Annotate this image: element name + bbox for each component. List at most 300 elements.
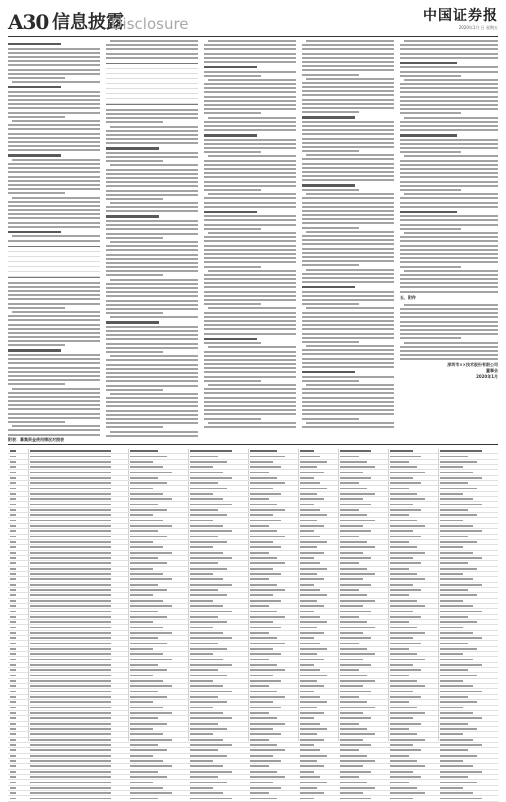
table-cell-text [30, 461, 111, 463]
table-cell-text [130, 776, 167, 778]
table-cell-text [250, 504, 277, 506]
inline-table [8, 246, 100, 278]
text-line [302, 426, 394, 428]
text-line [110, 355, 198, 357]
table-cell-text [30, 493, 111, 495]
table-cell-text [30, 739, 111, 741]
table-cell-text [390, 472, 425, 474]
table-cell-text [30, 611, 111, 613]
text-line [400, 321, 498, 323]
table-cell-text [390, 728, 409, 730]
table-cell-text [390, 493, 417, 495]
table-cell-text [130, 653, 163, 655]
text-line [400, 291, 498, 293]
text-line [400, 87, 498, 89]
table-cell-text [390, 568, 409, 570]
text-line [8, 137, 100, 139]
table-cell-text [10, 498, 16, 500]
text-line [204, 121, 296, 123]
text-line [106, 117, 198, 119]
text-line [302, 129, 394, 131]
table-cell-text [130, 536, 167, 538]
table-cell-text [300, 573, 317, 575]
section-title: 信息披露 [52, 12, 124, 34]
table-cell-text [250, 765, 269, 767]
table-cell-text [300, 744, 314, 746]
text-line [302, 324, 394, 326]
text-line [8, 163, 100, 165]
table-cell-text [190, 680, 213, 682]
text-line [400, 240, 498, 242]
table-cell-text [340, 477, 371, 479]
table-cell-text [440, 477, 482, 479]
text-line [302, 409, 394, 411]
table-cell-text [440, 782, 477, 784]
text-line [110, 279, 198, 281]
text-line [208, 117, 296, 119]
text-line [302, 299, 394, 301]
text-line [8, 171, 100, 173]
table-cell-text [30, 760, 111, 762]
table-cell-text [130, 552, 172, 554]
table-cell-text [10, 717, 16, 719]
table-cell-text [390, 632, 425, 634]
table-cell-text [130, 466, 163, 468]
text-line [110, 316, 198, 318]
text-line [204, 75, 261, 77]
text-line [204, 359, 296, 361]
table-cell-text [130, 782, 153, 784]
table-cell-text [250, 787, 281, 789]
text-line [208, 346, 296, 348]
text-line [204, 409, 296, 411]
text-line [106, 410, 198, 412]
text-line [302, 167, 394, 169]
table-cell-text [250, 493, 281, 495]
text-line [302, 401, 394, 403]
text-line [8, 124, 100, 126]
table-cell-text [130, 675, 153, 677]
table-cell-text [10, 557, 16, 559]
text-line [302, 48, 394, 50]
table-cell-text [10, 771, 16, 773]
text-line [400, 312, 498, 314]
text-line [8, 95, 100, 97]
table-cell-text [130, 621, 153, 623]
table-cell-text [440, 707, 463, 709]
page-header [8, 8, 498, 34]
text-line [302, 111, 359, 113]
table-cell-text [340, 696, 359, 698]
table-cell-text [340, 600, 375, 602]
table-cell-text [30, 557, 111, 559]
text-line [204, 401, 296, 403]
text-line [204, 282, 296, 284]
table-cell-text [190, 541, 227, 543]
table-cell-text [30, 685, 111, 687]
text-line [302, 121, 394, 123]
signatory-board: 董事会 [400, 368, 498, 374]
text-line [8, 167, 100, 169]
table-cell-text [30, 541, 111, 543]
text-line [400, 139, 498, 141]
text-line [106, 308, 198, 310]
table-cell-text [300, 627, 317, 629]
text-line [12, 311, 100, 313]
table-cell-text [340, 659, 363, 661]
table-row [8, 796, 498, 801]
text-line [400, 224, 498, 226]
table-cell-text [10, 739, 16, 741]
table-cell-text [190, 584, 232, 586]
table-cell-text [390, 680, 417, 682]
table-cell-text [250, 616, 285, 618]
table-cell-text [130, 482, 167, 484]
text-line [302, 239, 394, 241]
table-cell-text [390, 627, 417, 629]
text-line [8, 315, 100, 317]
text-line [106, 380, 198, 382]
text-line [204, 392, 296, 394]
table-cell-text [300, 691, 314, 693]
table-cell-text [440, 659, 473, 661]
table-cell-text [340, 776, 359, 778]
table-cell-text [250, 578, 269, 580]
text-line [302, 184, 355, 186]
column-3 [204, 40, 296, 438]
table-cell-text [300, 632, 324, 634]
table-cell-text [440, 541, 477, 543]
table-cell-text [390, 723, 421, 725]
text-line [302, 380, 359, 382]
text-line [204, 151, 261, 153]
table-cell-text [10, 653, 16, 655]
table-cell-text [10, 776, 16, 778]
table-cell-text [340, 605, 363, 607]
table-cell-text [390, 776, 421, 778]
table-cell-text [340, 456, 359, 458]
table-cell-text [10, 482, 16, 484]
text-line [8, 64, 100, 66]
table-cell-text [390, 504, 413, 506]
table-cell-text [340, 787, 375, 789]
text-line [302, 222, 394, 224]
column-4 [302, 40, 394, 438]
table-cell-text [130, 488, 153, 490]
text-line [400, 168, 498, 170]
text-line [106, 347, 198, 349]
table-cell-text [440, 461, 477, 463]
section-subtitle: Disclosure [111, 15, 189, 33]
table-cell-text [300, 552, 324, 554]
table-cell-text [340, 637, 371, 639]
table-cell-text [300, 621, 327, 623]
table-cell-text [390, 520, 417, 522]
text-line [400, 245, 498, 247]
table-cell-text [300, 760, 317, 762]
text-line [400, 278, 498, 280]
table-cell-text [340, 616, 359, 618]
table-cell-text [130, 584, 158, 586]
text-line [404, 342, 498, 344]
table-cell-text [300, 755, 327, 757]
text-line [8, 192, 65, 194]
table-cell-text [250, 627, 281, 629]
table-cell-text [340, 461, 367, 463]
table-cell-text [10, 541, 16, 543]
text-line [8, 282, 100, 284]
text-line [302, 133, 394, 135]
table-cell-text [300, 782, 327, 784]
text-line [204, 295, 296, 297]
text-line [204, 257, 296, 259]
text-line [110, 431, 198, 433]
table-cell-text [190, 466, 213, 468]
table-cell-text [10, 627, 16, 629]
text-line [204, 66, 257, 68]
text-line [8, 404, 100, 406]
text-line [106, 53, 198, 55]
table-cell-text [340, 488, 367, 490]
text-line [204, 53, 296, 55]
attachment-heading: 五、附件 [400, 295, 498, 301]
table-cell-text [440, 680, 463, 682]
text-line [8, 332, 100, 334]
table-cell-text [440, 520, 463, 522]
table-cell-text [10, 525, 16, 527]
table-cell-text [390, 477, 413, 479]
table-cell-text [340, 541, 367, 543]
table-cell-text [300, 541, 327, 543]
text-line [106, 414, 198, 416]
table-cell-text [300, 669, 320, 671]
text-line [404, 79, 498, 81]
text-line [8, 184, 100, 186]
table-cell-text [10, 760, 16, 762]
text-line [400, 96, 498, 98]
table-cell-text [10, 707, 16, 709]
table-cell-text [340, 723, 359, 725]
table-cell-text [190, 733, 213, 735]
table-cell-text [190, 739, 223, 741]
table-cell-text [10, 573, 16, 575]
table-cell-text [300, 616, 320, 618]
table-cell-text [250, 755, 273, 757]
table-cell-text [10, 664, 16, 666]
newspaper-masthead: 中国证券报 [423, 8, 498, 24]
text-line [400, 249, 498, 251]
table-cell-text [340, 509, 359, 511]
text-line [8, 349, 61, 351]
table-cell-text [440, 509, 468, 511]
text-line [8, 231, 61, 233]
table-cell-text [440, 776, 468, 778]
inline-table-row [8, 272, 100, 277]
table-cell-text [390, 562, 421, 564]
text-line [302, 74, 359, 76]
text-line [404, 193, 498, 195]
text-line [106, 266, 198, 268]
table-cell-text [10, 675, 16, 677]
table-cell-text [190, 605, 223, 607]
table-cell-text [340, 755, 367, 757]
table-cell-text [440, 664, 482, 666]
text-line [8, 298, 100, 300]
table-cell-text [10, 643, 16, 645]
text-line [106, 372, 198, 374]
table-cell-text [390, 787, 417, 789]
text-line [208, 384, 296, 386]
table-cell-text [390, 643, 421, 645]
text-line [204, 48, 296, 50]
table-cell-text [390, 798, 413, 800]
table-cell-text [130, 744, 158, 746]
text-line [12, 81, 100, 83]
table-cell-text [340, 643, 359, 645]
table-cell-text [10, 744, 16, 746]
table-cell-text [340, 562, 359, 564]
table-cell-text [300, 659, 324, 661]
table-cell-text [130, 648, 153, 650]
table-cell-text [440, 488, 477, 490]
table-title: 附表：募集资金使用情况对照表 [8, 437, 64, 443]
text-line [302, 57, 394, 59]
text-line [8, 375, 100, 377]
text-line [306, 422, 394, 424]
table-cell-text [440, 573, 463, 575]
text-line [8, 145, 100, 147]
table-cell-text [300, 472, 324, 474]
table-cell-text [300, 477, 314, 479]
table-cell-text [390, 669, 421, 671]
table-cell-text [190, 760, 213, 762]
text-line [302, 353, 394, 355]
text-line [208, 40, 296, 42]
table-cell-text [390, 701, 409, 703]
text-line [204, 291, 296, 293]
table-cell-text [390, 541, 409, 543]
table-cell-text [250, 643, 285, 645]
text-line [204, 172, 296, 174]
table-cell-text [300, 568, 327, 570]
text-line [204, 197, 296, 199]
table-cell-text [390, 573, 417, 575]
table-cell-text [190, 530, 232, 532]
table-cell-text [250, 771, 277, 773]
table-cell-text [440, 466, 463, 468]
text-line [106, 287, 198, 289]
table-cell-text [250, 611, 277, 613]
table-cell-text [340, 632, 363, 634]
text-line [302, 150, 359, 152]
text-line [110, 241, 198, 243]
text-line [204, 147, 296, 149]
text-line [302, 243, 394, 245]
table-cell-text [10, 659, 16, 661]
table-cell-text [300, 643, 320, 645]
text-line [106, 385, 198, 387]
text-line [8, 128, 100, 130]
table-cell-text [10, 621, 16, 623]
table-cell-text [440, 798, 482, 800]
table-cell-text [390, 530, 413, 532]
text-line [400, 346, 498, 348]
text-line [106, 401, 198, 403]
text-line [110, 202, 198, 204]
table-cell-text [390, 653, 417, 655]
table-cell-text [190, 723, 218, 725]
text-line [204, 397, 296, 399]
table-cell-text [250, 669, 285, 671]
text-line [106, 338, 198, 340]
text-line [106, 422, 198, 424]
text-line [106, 177, 198, 179]
article-columns [8, 40, 498, 438]
text-line [106, 426, 163, 428]
text-line [302, 99, 394, 101]
table-cell-text [10, 787, 16, 789]
text-line [400, 185, 498, 187]
table-cell-text [300, 536, 320, 538]
text-line [302, 44, 394, 46]
text-line [208, 422, 296, 424]
text-line [208, 307, 296, 309]
table-cell-text [190, 653, 213, 655]
table-cell-text [190, 562, 218, 564]
table-cell-text [340, 653, 375, 655]
table-cell-text [10, 562, 16, 564]
table-cell-text [250, 728, 273, 730]
table-cell-text [340, 782, 367, 784]
table-cell-text [340, 472, 363, 474]
table-cell-text [190, 712, 223, 714]
table-cell-text [30, 584, 111, 586]
text-line [106, 181, 198, 183]
table-cell-text [250, 530, 277, 532]
text-line [204, 380, 261, 382]
text-line [8, 400, 100, 402]
table-cell-text [250, 653, 281, 655]
table-cell-text [130, 578, 172, 580]
table-cell-text [250, 776, 285, 778]
table-cell-text [340, 733, 375, 735]
table-cell-text [30, 562, 111, 564]
table-cell-text [130, 659, 172, 661]
text-line [204, 312, 296, 314]
text-line [8, 213, 100, 215]
table-cell-text [390, 739, 425, 741]
table-cell-text [300, 611, 314, 613]
table-cell-text [30, 643, 111, 645]
table-cell-text [250, 675, 273, 677]
table-cell-text [340, 680, 375, 682]
text-line [204, 228, 261, 230]
text-line [106, 418, 198, 420]
text-line [302, 277, 394, 279]
table-cell-text [300, 514, 327, 516]
table-cell-text [440, 621, 477, 623]
text-line [302, 273, 394, 275]
text-line [110, 164, 198, 166]
table-cell-text [340, 536, 359, 538]
table-cell-text [340, 584, 371, 586]
table-cell-text [440, 605, 473, 607]
table-cell-text [30, 488, 111, 490]
text-line [302, 376, 394, 378]
text-line [204, 245, 296, 247]
text-line [400, 57, 498, 59]
text-line [8, 60, 100, 62]
